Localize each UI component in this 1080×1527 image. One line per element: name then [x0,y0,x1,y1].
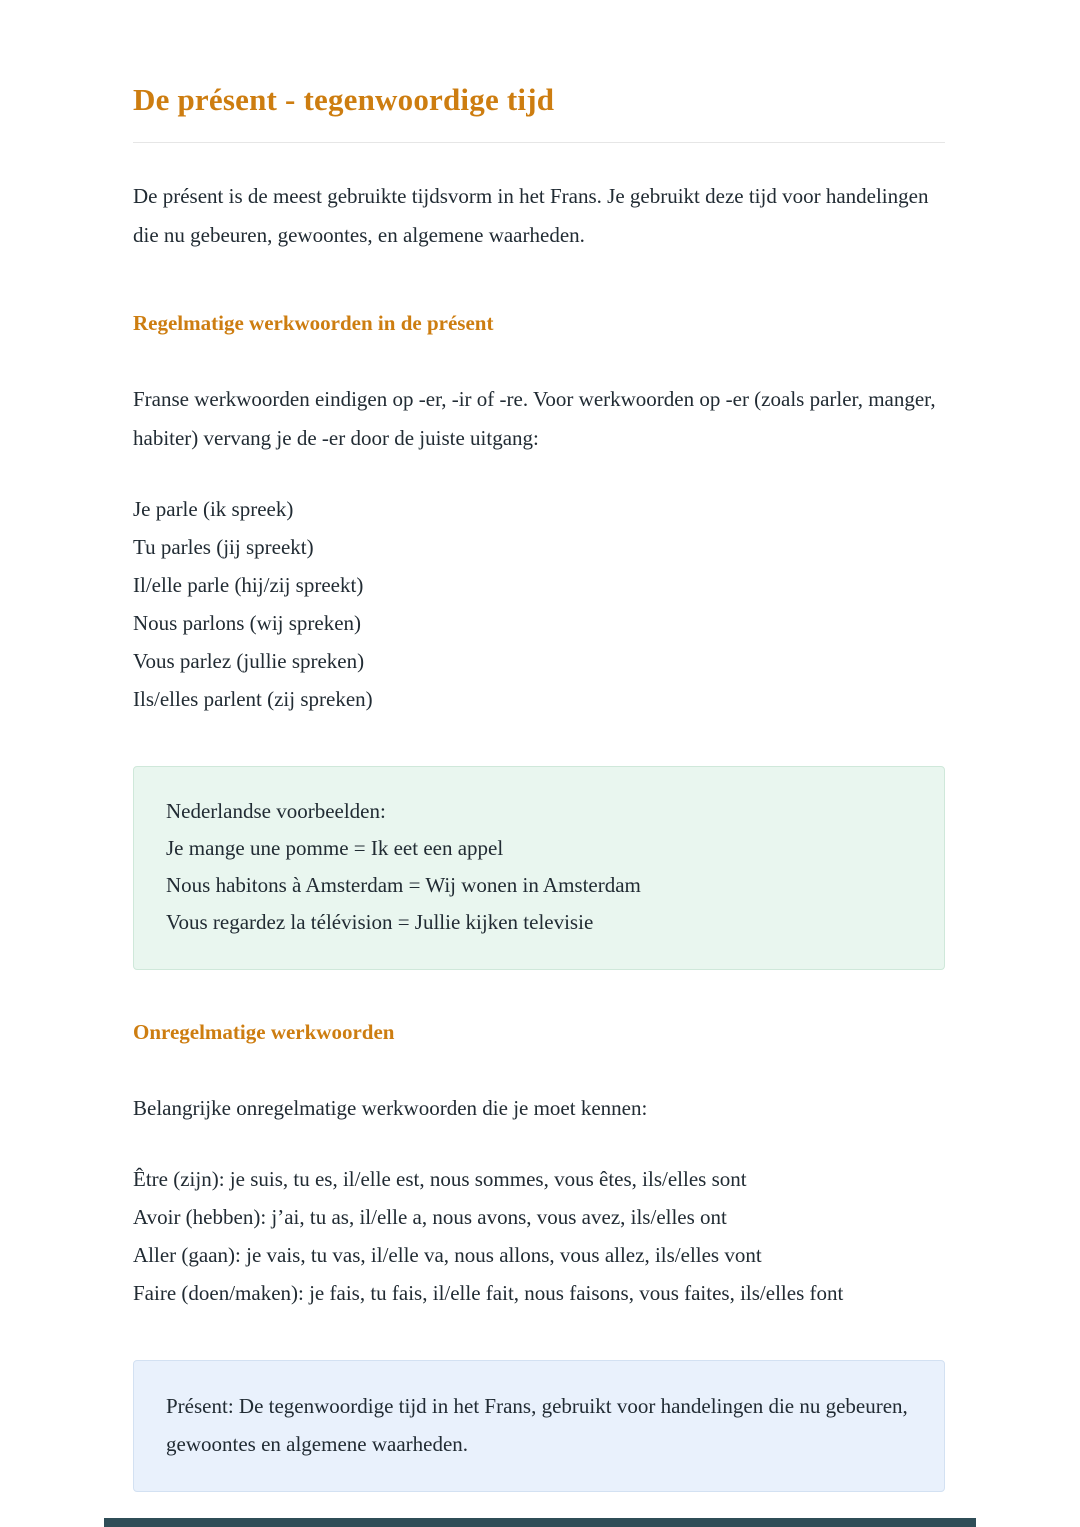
irregular-verbs-paragraph: Belangrijke onregelmatige werkwoorden die je moet kennen: [133,1096,648,1120]
regular-verbs-paragraph: Franse werkwoorden eindigen op -er, -ir of -re. Voor werkwoorden op -er (zoals parler, manger, habiter) vervang je de -er door de juiste uitgang: [133,387,936,450]
example-callout-box [133,766,945,970]
intro-paragraph: De présent is de meest gebruikte tijdsvorm in het Frans. Je gebruikt deze tijd voor handelingen die nu gebeuren, gewoontes, en algemene waarheden. [133,184,929,247]
conjugation-line: Vous parlez (jullie spreken) [133,649,365,673]
section-heading-irregular-verbs: Onregelmatige werkwoorden [133,1020,395,1044]
footer-bar [104,1518,976,1527]
conjugation-line: Tu parles (jij spreekt) [133,535,314,559]
conjugation-line: Il/elle parle (hij/zij spreekt) [133,573,364,597]
section-heading-regular-verbs: Regelmatige werkwoorden in de présent [133,311,494,335]
definition-text: Présent: De tegenwoordige tijd in het Frans, gebruikt voor handelingen die nu gebeuren, gewoontes en algemene waarheden. [166,1394,908,1456]
conjugation-line: Je parle (ik spreek) [133,497,294,521]
verb-line: Faire (doen/maken): je fais, tu fais, il/elle fait, nous faisons, vous faites, ils/elles font [133,1281,844,1305]
verb-line: Aller (gaan): je vais, tu vas, il/elle va, nous allons, vous allez, ils/elles vont [133,1243,762,1267]
definition-callout-box [133,1360,945,1492]
page-title: De présent - tegenwoordige tijd [133,82,945,143]
irregular-verb-list [133,1160,945,1312]
verb-line: Avoir (hebben): j’ai, tu as, il/elle a, nous avons, vous avez, ils/elles ont [133,1205,727,1229]
conjugation-line: Ils/elles parlent (zij spreken) [133,687,373,711]
example-box-title: Nederlandse voorbeelden: [166,799,386,823]
example-line: Vous regardez la télévision = Jullie kijken televisie [166,910,594,934]
example-line: Je mange une pomme = Ik eet een appel [166,836,504,860]
conjugation-line: Nous parlons (wij spreken) [133,611,362,635]
example-line: Nous habitons à Amsterdam = Wij wonen in Amsterdam [166,873,641,897]
conjugation-list [133,490,945,718]
verb-line: Être (zijn): je suis, tu es, il/elle est, nous sommes, vous êtes, ils/elles sont [133,1167,747,1191]
